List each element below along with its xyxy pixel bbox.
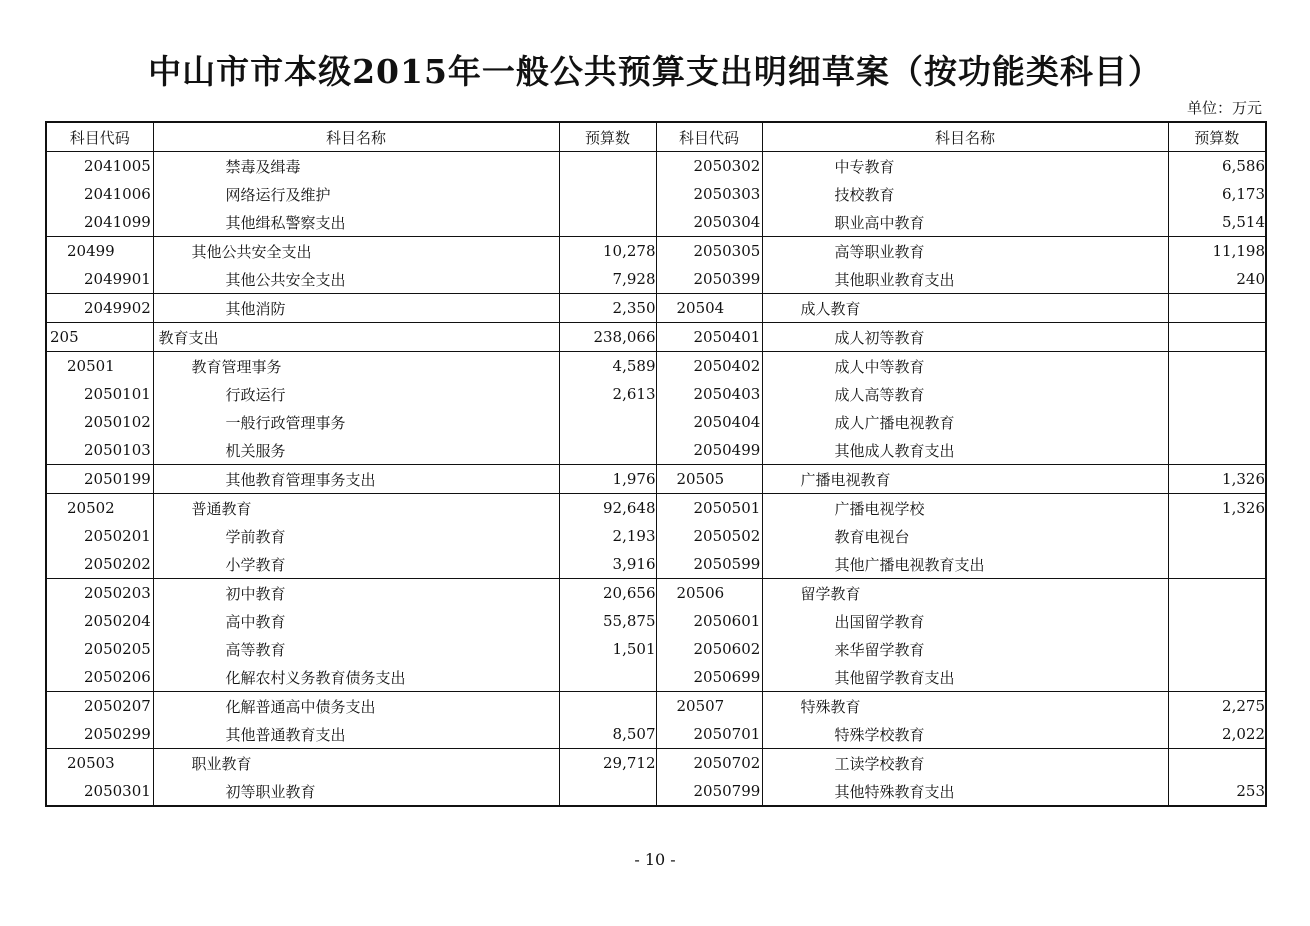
- subject-code-cell: 2050799: [656, 777, 762, 806]
- subject-code-cell: 2049901: [46, 265, 153, 294]
- unit-label: 单位：万元: [1186, 99, 1262, 117]
- subject-name-cell: 学前教育: [153, 522, 559, 550]
- header-name-right: 科目名称: [762, 122, 1168, 152]
- budget-amount-cell: 2,350: [559, 294, 656, 323]
- table-row: [46, 208, 1266, 237]
- subject-name-cell: 广播电视学校: [762, 494, 1168, 523]
- subject-name-cell: 高等教育: [153, 635, 559, 663]
- subject-name-cell: 其他公共安全支出: [153, 237, 559, 266]
- budget-amount-cell: 253: [1168, 777, 1266, 806]
- table-row: [46, 579, 1266, 608]
- budget-amount-cell: 5,514: [1168, 208, 1266, 237]
- budget-amount-cell: 1,976: [559, 465, 656, 494]
- table-header-row: [46, 122, 1266, 152]
- subject-name-cell: 普通教育: [153, 494, 559, 523]
- budget-amount-cell: [559, 152, 656, 181]
- subject-code-cell: 2050199: [46, 465, 153, 494]
- subject-name-cell: 其他特殊教育支出: [762, 777, 1168, 806]
- subject-code-cell: 2050699: [656, 663, 762, 692]
- subject-name-cell: 教育管理事务: [153, 352, 559, 381]
- subject-name-cell: 初等职业教育: [153, 777, 559, 806]
- subject-code-cell: 2050207: [46, 692, 153, 721]
- budget-amount-cell: 6,586: [1168, 152, 1266, 181]
- budget-amount-cell: [1168, 749, 1266, 778]
- table-row: [46, 635, 1266, 663]
- subject-code-cell: 2050403: [656, 380, 762, 408]
- budget-amount-cell: [1168, 294, 1266, 323]
- budget-amount-cell: 10,278: [559, 237, 656, 266]
- subject-code-cell: 2050702: [656, 749, 762, 778]
- table-row: [46, 663, 1266, 692]
- table-row: [46, 265, 1266, 294]
- budget-amount-cell: [559, 663, 656, 692]
- subject-code-cell: 20503: [46, 749, 153, 778]
- subject-code-cell: 2050599: [656, 550, 762, 579]
- subject-name-cell: 成人中等教育: [762, 352, 1168, 381]
- subject-code-cell: 2050701: [656, 720, 762, 749]
- budget-amount-cell: 2,275: [1168, 692, 1266, 721]
- subject-code-cell: 20501: [46, 352, 153, 381]
- subject-code-cell: 2050302: [656, 152, 762, 181]
- header-name-left: 科目名称: [153, 122, 559, 152]
- subject-code-cell: 2050202: [46, 550, 153, 579]
- subject-name-cell: 其他消防: [153, 294, 559, 323]
- subject-code-cell: 2050501: [656, 494, 762, 523]
- subject-name-cell: 初中教育: [153, 579, 559, 608]
- budget-amount-cell: 1,326: [1168, 494, 1266, 523]
- header-code-left: 科目代码: [46, 122, 153, 152]
- table-row: [46, 436, 1266, 465]
- budget-amount-cell: [1168, 436, 1266, 465]
- subject-name-cell: 成人高等教育: [762, 380, 1168, 408]
- budget-amount-cell: 4,589: [559, 352, 656, 381]
- subject-code-cell: 2050399: [656, 265, 762, 294]
- subject-name-cell: 机关服务: [153, 436, 559, 465]
- subject-name-cell: 成人教育: [762, 294, 1168, 323]
- header-amount-left: 预算数: [559, 122, 656, 152]
- subject-code-cell: 2050203: [46, 579, 153, 608]
- subject-code-cell: 20506: [656, 579, 762, 608]
- subject-name-cell: 教育电视台: [762, 522, 1168, 550]
- subject-code-cell: 2041006: [46, 180, 153, 208]
- subject-name-cell: 留学教育: [762, 579, 1168, 608]
- subject-code-cell: 2050401: [656, 323, 762, 352]
- table-row: [46, 180, 1266, 208]
- subject-name-cell: 行政运行: [153, 380, 559, 408]
- table-row: [46, 692, 1266, 721]
- subject-name-cell: 小学教育: [153, 550, 559, 579]
- budget-amount-cell: 7,928: [559, 265, 656, 294]
- table-row: [46, 720, 1266, 749]
- subject-code-cell: 20504: [656, 294, 762, 323]
- subject-name-cell: 其他缉私警察支出: [153, 208, 559, 237]
- budget-amount-cell: 238,066: [559, 323, 656, 352]
- subject-code-cell: 205: [46, 323, 153, 352]
- subject-code-cell: 2050206: [46, 663, 153, 692]
- budget-amount-cell: [1168, 323, 1266, 352]
- budget-amount-cell: 2,022: [1168, 720, 1266, 749]
- table-row: [46, 408, 1266, 436]
- budget-amount-cell: [559, 777, 656, 806]
- budget-amount-cell: 8,507: [559, 720, 656, 749]
- subject-name-cell: 其他职业教育支出: [762, 265, 1168, 294]
- subject-code-cell: 20499: [46, 237, 153, 266]
- subject-name-cell: 高等职业教育: [762, 237, 1168, 266]
- subject-name-cell: 化解农村义务教育债务支出: [153, 663, 559, 692]
- subject-code-cell: 2050402: [656, 352, 762, 381]
- budget-amount-cell: 29,712: [559, 749, 656, 778]
- subject-name-cell: 其他留学教育支出: [762, 663, 1168, 692]
- budget-amount-cell: [1168, 352, 1266, 381]
- table-row: [46, 465, 1266, 494]
- subject-name-cell: 广播电视教育: [762, 465, 1168, 494]
- budget-amount-cell: [559, 436, 656, 465]
- subject-code-cell: 2050299: [46, 720, 153, 749]
- budget-amount-cell: 20,656: [559, 579, 656, 608]
- subject-name-cell: 职业教育: [153, 749, 559, 778]
- subject-name-cell: 一般行政管理事务: [153, 408, 559, 436]
- subject-code-cell: 20505: [656, 465, 762, 494]
- subject-code-cell: 20502: [46, 494, 153, 523]
- subject-code-cell: 2050201: [46, 522, 153, 550]
- table-row: [46, 294, 1266, 323]
- budget-amount-cell: [559, 208, 656, 237]
- table-row: [46, 323, 1266, 352]
- subject-code-cell: 2041099: [46, 208, 153, 237]
- subject-name-cell: 高中教育: [153, 607, 559, 635]
- subject-code-cell: 2050304: [656, 208, 762, 237]
- subject-code-cell: 2050601: [656, 607, 762, 635]
- table-row: [46, 152, 1266, 181]
- budget-amount-cell: [1168, 522, 1266, 550]
- subject-name-cell: 教育支出: [153, 323, 559, 352]
- table-row: [46, 749, 1266, 778]
- page-number: - 10 -: [634, 850, 676, 869]
- subject-name-cell: 来华留学教育: [762, 635, 1168, 663]
- budget-amount-cell: 3,916: [559, 550, 656, 579]
- subject-code-cell: 2050602: [656, 635, 762, 663]
- table-body: [46, 152, 1266, 807]
- budget-amount-cell: [1168, 607, 1266, 635]
- subject-name-cell: 其他普通教育支出: [153, 720, 559, 749]
- budget-amount-cell: 92,648: [559, 494, 656, 523]
- subject-code-cell: 20507: [656, 692, 762, 721]
- subject-name-cell: 其他成人教育支出: [762, 436, 1168, 465]
- budget-amount-cell: 240: [1168, 265, 1266, 294]
- subject-code-cell: 2050499: [656, 436, 762, 465]
- subject-name-cell: 中专教育: [762, 152, 1168, 181]
- header-amount-right: 预算数: [1168, 122, 1266, 152]
- subject-code-cell: 2050404: [656, 408, 762, 436]
- subject-code-cell: 2050103: [46, 436, 153, 465]
- table-row: [46, 494, 1266, 523]
- subject-name-cell: 其他广播电视教育支出: [762, 550, 1168, 579]
- table-row: [46, 550, 1266, 579]
- subject-name-cell: 成人广播电视教育: [762, 408, 1168, 436]
- subject-code-cell: 2050305: [656, 237, 762, 266]
- budget-amount-cell: [559, 692, 656, 721]
- subject-code-cell: 2050102: [46, 408, 153, 436]
- budget-amount-cell: 1,326: [1168, 465, 1266, 494]
- table-row: [46, 380, 1266, 408]
- subject-name-cell: 成人初等教育: [762, 323, 1168, 352]
- subject-code-cell: 2049902: [46, 294, 153, 323]
- budget-amount-cell: 1,501: [559, 635, 656, 663]
- budget-table: [45, 121, 1267, 807]
- budget-amount-cell: [559, 408, 656, 436]
- budget-amount-cell: 11,198: [1168, 237, 1266, 266]
- subject-code-cell: 2050204: [46, 607, 153, 635]
- subject-code-cell: 2050205: [46, 635, 153, 663]
- header-code-right: 科目代码: [656, 122, 762, 152]
- budget-amount-cell: [1168, 380, 1266, 408]
- document-title: 中山市市本级2015年一般公共预算支出明细草案（按功能类科目）: [148, 52, 1162, 91]
- subject-name-cell: 特殊教育: [762, 692, 1168, 721]
- subject-code-cell: 2050301: [46, 777, 153, 806]
- budget-amount-cell: [1168, 550, 1266, 579]
- subject-name-cell: 其他教育管理事务支出: [153, 465, 559, 494]
- subject-code-cell: 2041005: [46, 152, 153, 181]
- budget-amount-cell: 6,173: [1168, 180, 1266, 208]
- subject-name-cell: 职业高中教育: [762, 208, 1168, 237]
- subject-name-cell: 化解普通高中债务支出: [153, 692, 559, 721]
- subject-name-cell: 网络运行及维护: [153, 180, 559, 208]
- budget-amount-cell: 55,875: [559, 607, 656, 635]
- budget-amount-cell: [1168, 579, 1266, 608]
- budget-amount-cell: [1168, 663, 1266, 692]
- table-row: [46, 237, 1266, 266]
- subject-code-cell: 2050101: [46, 380, 153, 408]
- subject-code-cell: 2050303: [656, 180, 762, 208]
- subject-name-cell: 技校教育: [762, 180, 1168, 208]
- subject-name-cell: 其他公共安全支出: [153, 265, 559, 294]
- subject-code-cell: 2050502: [656, 522, 762, 550]
- subject-name-cell: 禁毒及缉毒: [153, 152, 559, 181]
- subject-name-cell: 特殊学校教育: [762, 720, 1168, 749]
- table-row: [46, 522, 1266, 550]
- budget-amount-cell: 2,613: [559, 380, 656, 408]
- subject-name-cell: 出国留学教育: [762, 607, 1168, 635]
- budget-amount-cell: [1168, 635, 1266, 663]
- table-row: [46, 607, 1266, 635]
- budget-amount-cell: 2,193: [559, 522, 656, 550]
- table-row: [46, 777, 1266, 806]
- budget-amount-cell: [1168, 408, 1266, 436]
- subject-name-cell: 工读学校教育: [762, 749, 1168, 778]
- budget-amount-cell: [559, 180, 656, 208]
- table-row: [46, 352, 1266, 381]
